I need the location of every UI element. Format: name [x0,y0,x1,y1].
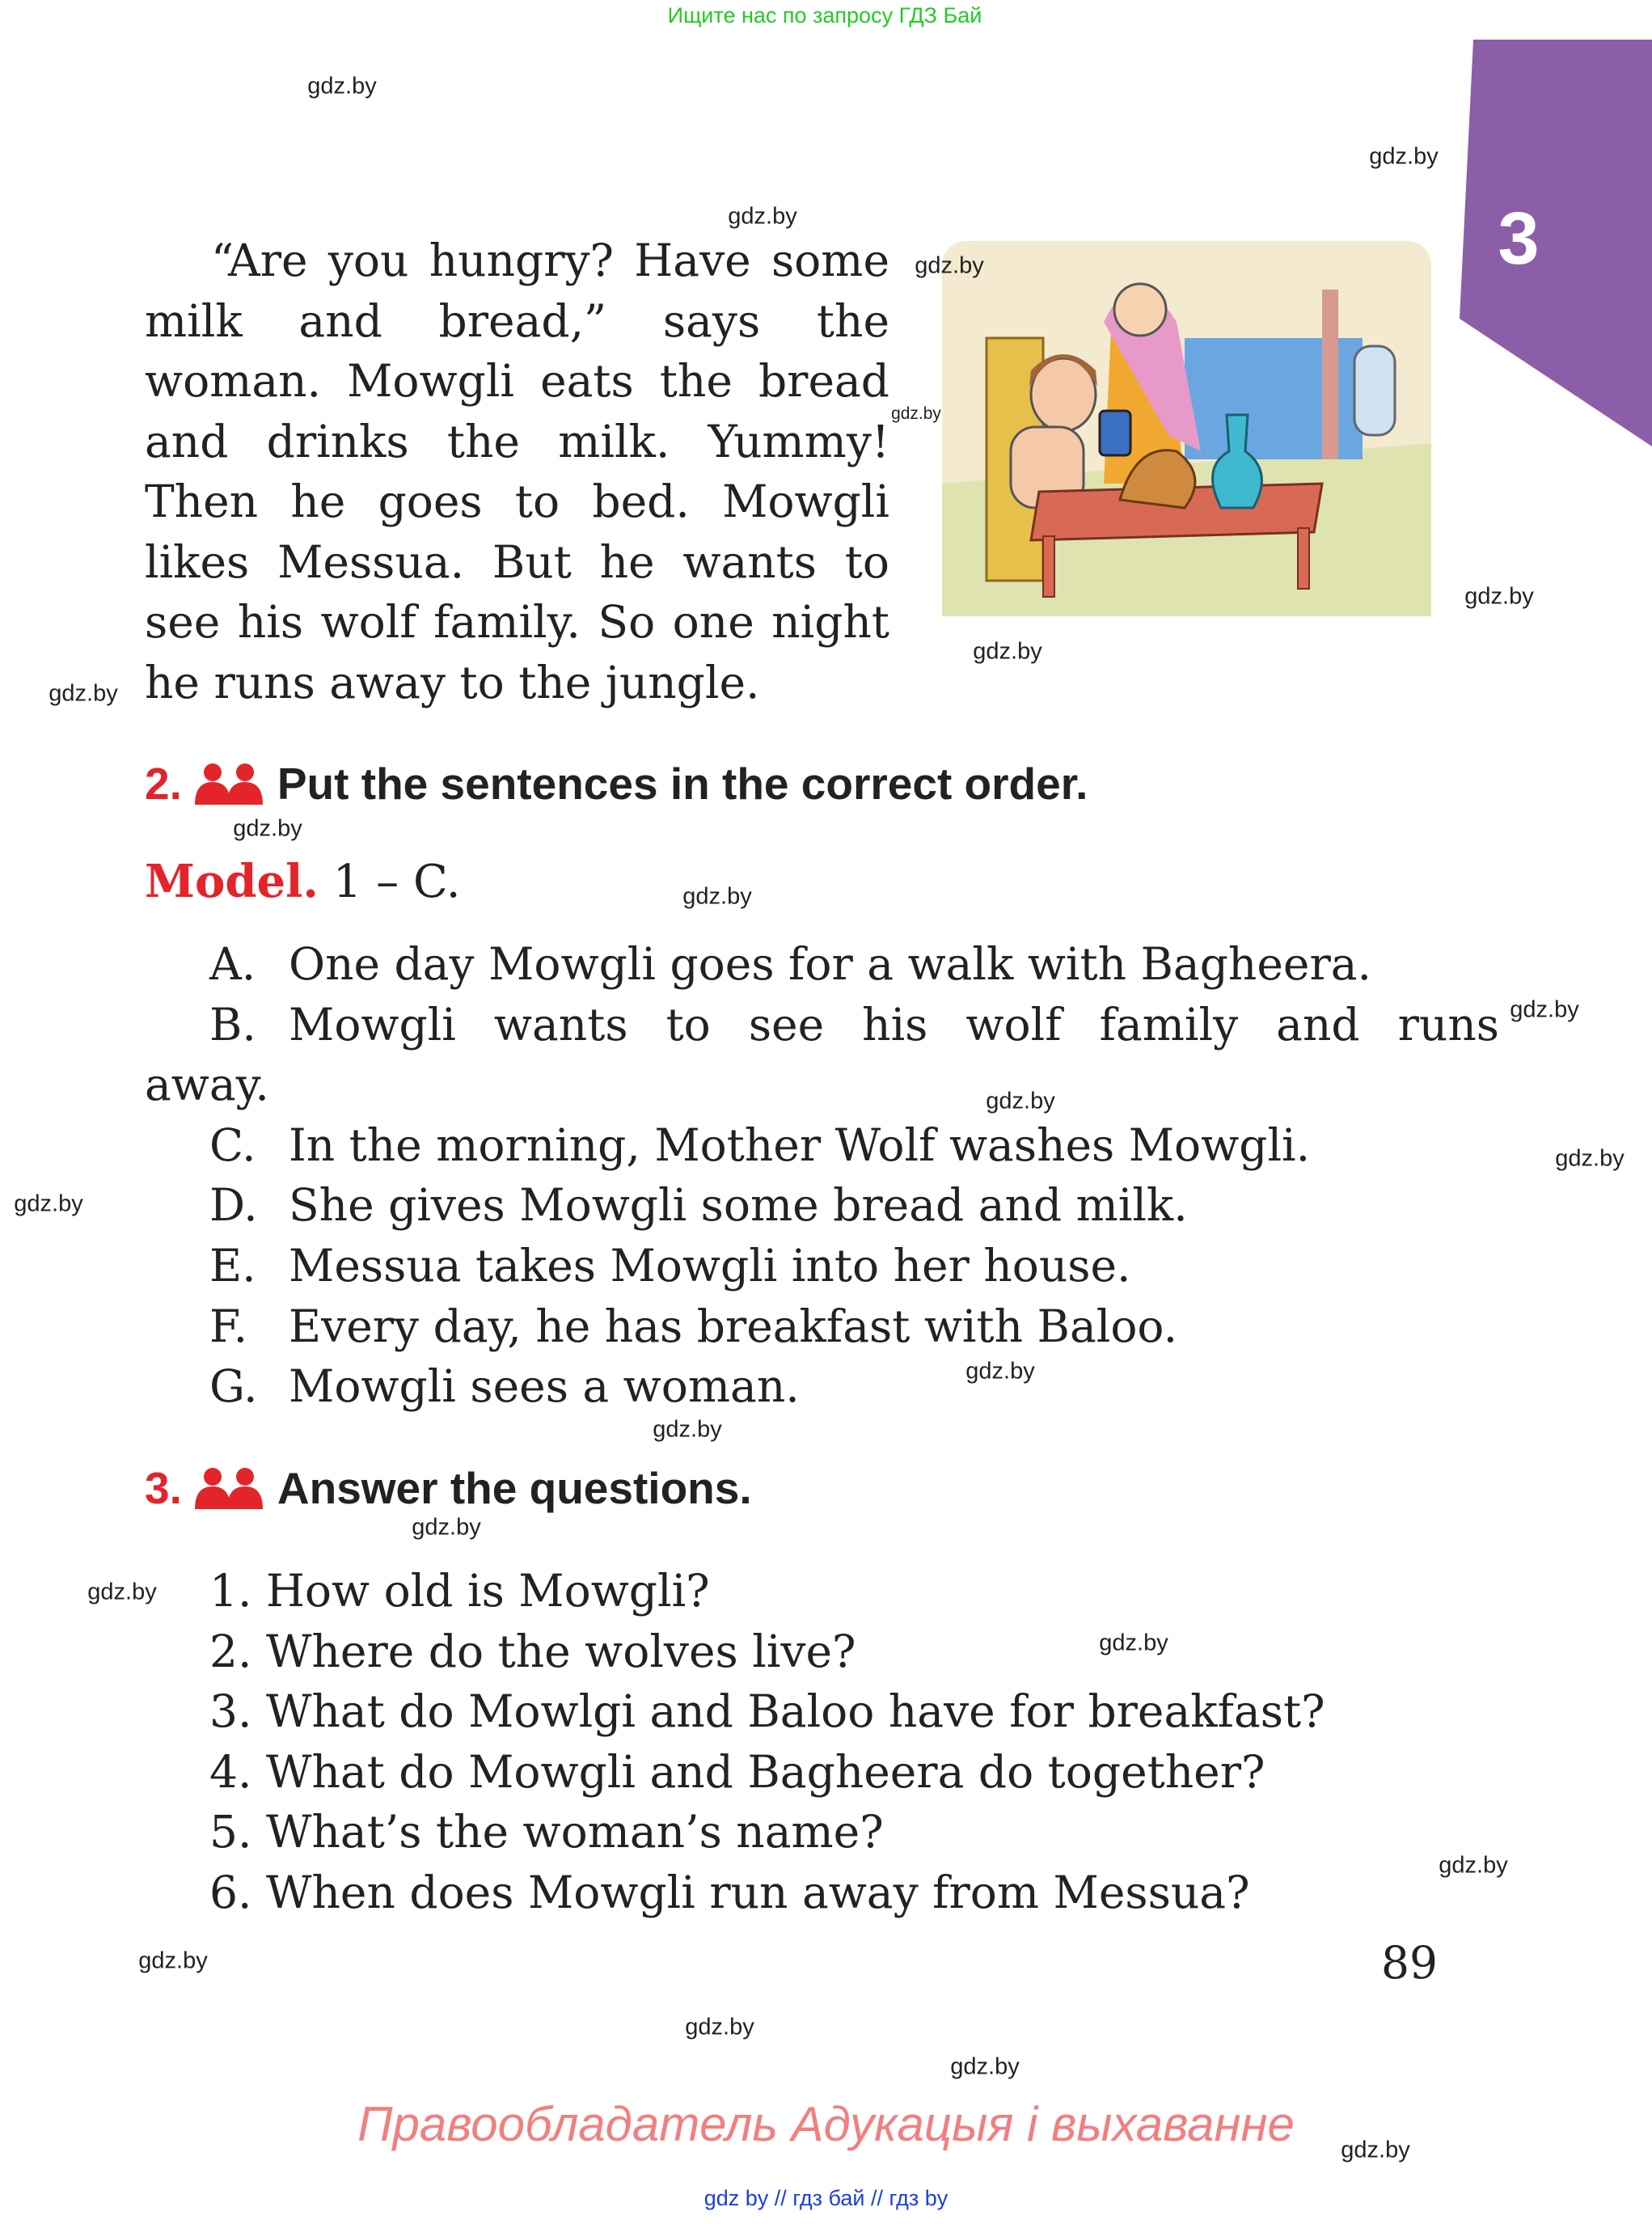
watermark: gdz.by [412,1514,481,1541]
watermark: gdz.by [138,1947,208,1974]
watermark: gdz.by [307,73,377,99]
footer-links[interactable]: gdz by // гдз бай // гдз by [703,2186,949,2210]
watermark: gdz.by [1099,1630,1168,1656]
item-letter: E. [209,1239,256,1292]
watermark: gdz.by [14,1190,83,1217]
paragraph-line: “Are you hungry? Have some [211,235,889,286]
paragraph-line: likes Messua. But he wants to [145,535,889,588]
item-letter: G. [209,1360,258,1413]
sentence-item [145,1236,1432,1296]
item-text: Every day, he has breakfast with Baloo. [289,1300,1178,1352]
watermark: gdz.by [1555,1145,1625,1172]
paragraph-line: he runs away to the jungle. [145,656,760,708]
exercise-2-heading [145,758,1088,810]
watermark: gdz.by [685,2014,754,2040]
paragraph-line: milk and bread,” says the [145,294,889,347]
illustration-mowgli-and-messua [942,241,1431,616]
reading-paragraph [145,230,889,712]
watermark: gdz.by [973,638,1042,665]
sentence-item [145,995,1499,1055]
question-list [209,1561,1325,1923]
item-text: She gives Mowgli some bread and milk. [289,1179,1188,1232]
item-text: In the morning, Mother Wolf washes Mowgli. [289,1118,1311,1171]
watermark: gdz.by [915,252,984,279]
exercise-title: Answer the questions. [277,1463,752,1513]
sentence-item [145,1175,1432,1236]
watermark: gdz.by [1439,1852,1508,1879]
watermark: gdz.by [950,2053,1020,2080]
watermark: gdz.by [965,1358,1035,1385]
question-item: 6. When does Mowgli run away from Messua? [209,1866,1250,1918]
rights-holder-notice: Правообладатель Адукацыя і выхаванне [357,2097,1295,2151]
item-letter: D. [209,1179,258,1232]
watermark: gdz.by [653,1416,722,1443]
question-item: 4. What do Mowgli and Bagheera do together? [209,1745,1265,1798]
watermark: gdz.by [1464,583,1534,610]
question-item: 1. How old is Mowgli? [209,1565,710,1617]
watermark: gdz.by [682,883,752,910]
pair-work-icon [195,763,263,805]
model-answer [145,855,461,908]
watermark: gdz.by [891,404,941,423]
exercise-title: Put the sentences in the correct order. [277,759,1088,809]
sentence-list [145,934,1499,1417]
model-value: 1 – C. [332,856,461,908]
sentence-item [145,934,1432,995]
top-banner: Ищите нас по запросу ГДЗ Бай [667,3,982,27]
item-text: Mowgli sees a woman. [289,1360,800,1413]
sentence-item [145,1115,1432,1176]
paragraph-line: and drinks the milk. Yummy! [145,415,889,467]
watermark: gdz.by [233,815,302,842]
pair-work-icon [195,1467,263,1509]
page-number: 89 [1381,1937,1438,1989]
item-text: Mowgli wants to see his wolf family and runs [289,998,1499,1051]
model-label: Model. [145,855,319,908]
paragraph-line: Then he goes to bed. Mowgli [145,476,889,527]
item-text: One day Mowgli goes for a walk with Bagheera. [289,938,1372,990]
exercise-number: 2. [145,759,182,809]
item-letter: B. [209,998,256,1051]
paragraph-line: see his wolf family. So one night [145,596,889,648]
question-item: 2. Where do the wolves live? [209,1625,856,1677]
watermark: gdz.by [728,203,797,230]
paragraph-line: woman. Mowgli eats the bread [145,355,889,407]
watermark: gdz.by [1341,2137,1410,2163]
item-letter: A. [209,938,256,990]
unit-number: 3 [1498,197,1540,280]
item-letter: F. [209,1300,248,1352]
exercise-3-heading [145,1462,752,1514]
item-text: Messua takes Mowgli into her house. [289,1239,1131,1292]
exercise-number: 3. [145,1463,182,1513]
sentence-item [145,1356,1432,1417]
watermark: gdz.by [87,1579,157,1605]
watermark: gdz.by [49,680,118,707]
sentence-item [145,1296,1432,1357]
item-continuation: away. [145,1059,269,1111]
question-item: 3. What do Mowlgi and Baloo have for breakfast? [209,1685,1325,1738]
watermark: gdz.by [986,1088,1055,1114]
question-item: 5. What’s the woman’s name? [209,1806,884,1858]
watermark: gdz.by [1510,996,1579,1023]
item-letter: C. [209,1118,256,1171]
watermark: gdz.by [1369,143,1439,170]
